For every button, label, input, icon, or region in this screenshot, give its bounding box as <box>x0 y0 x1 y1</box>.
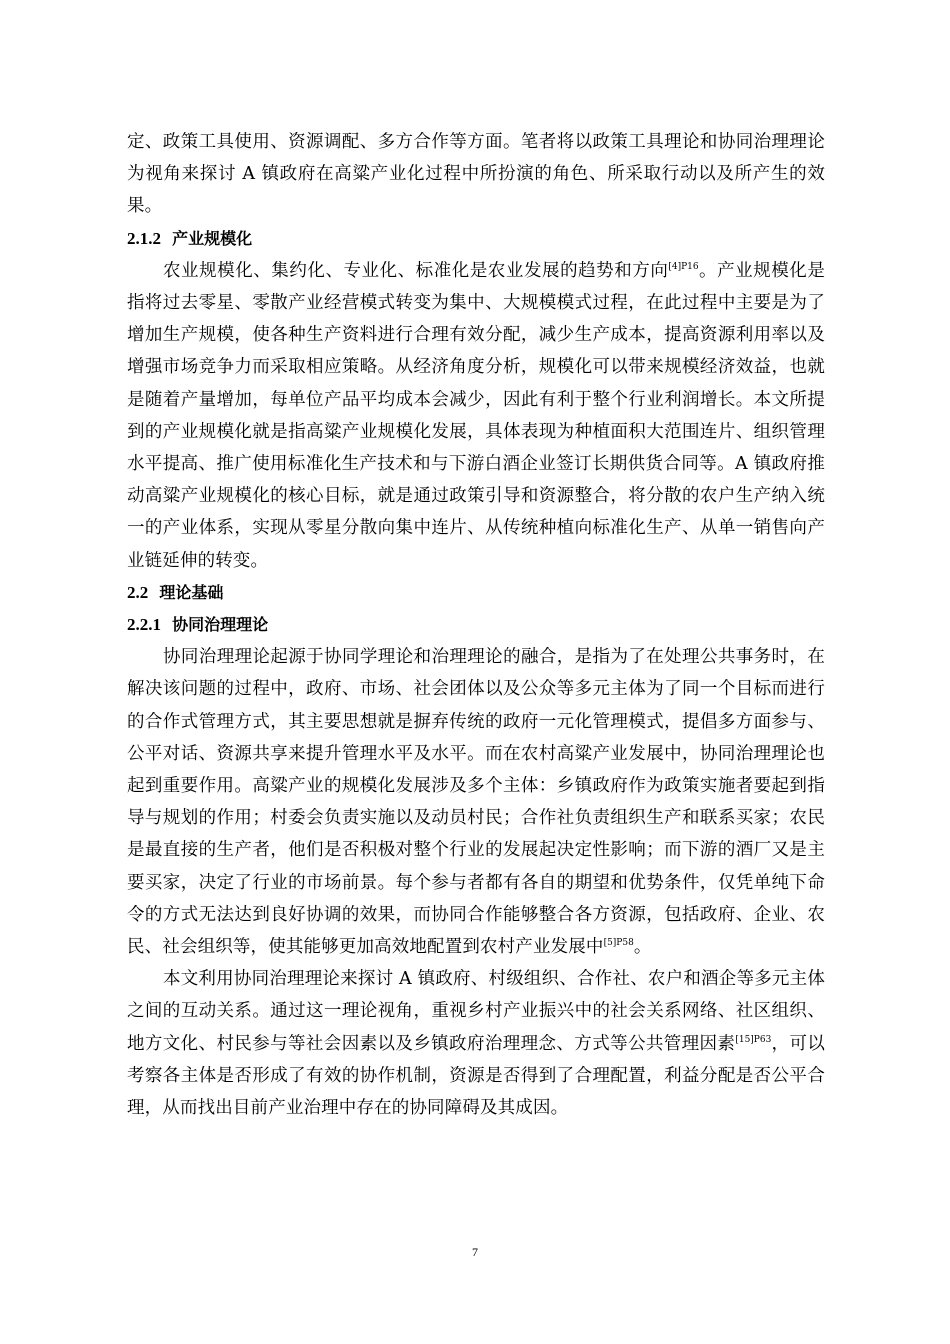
paragraph-text: 。产业规模化是指将过去零星、零散产业经营模式转变为集中、大规模模式过程，在此过程中主要是为了增加生产规模，使各种生产资料进行合理有效分配，减少生产成本，提高资源利用率以及增强市场竞争力而采取相应策略。从经济角度分析，规模化可以带来规模经济效益，也就是随着产量增加，每单位产品平均成本会减少，因此有利于整个行业利润增长。本文所提到的产业规模化就是指高粱产业规模化发展，具体表现为种植面积大范围连片、组织管理水平提高、推广使用标准化生产技术和与下游白酒企业签订长期供货合同等。A 镇政府推动高粱产业规模化的核心目标，就是通过政策引导和资源整合，将分散的农户生产纳入统一的产业体系，实现从零星分散向集中连片、从传统种植向标准化生产、从单一销售向产业链延伸的转变。 <box>127 260 825 571</box>
paragraph-application <box>127 963 825 1124</box>
paragraph-text: 协同治理理论起源于协同学理论和治理理论的融合，是指为了在处理公共事务时，在解决该问题的过程中，政府、市场、社会团体以及公众等多元主体为了同一个目标而进行的合作式管理方式，其主要思想就是摒弃传统的政府一元化管理模式，提倡多方面参与、公平对话、资源共享来提升管理水平及水平。而在农村高粱产业发展中，协同治理理论也起到重要作用。高粱产业的规模化发展涉及多个主体：乡镇政府作为政策实施者要起到指导与规划的作用；村委会负责实施以及动员村民；合作社负责组织生产和联系买家；农民是最直接的生产者，他们是否积极对整个行业的发展起决定性影响；而下游的酒厂又是主要买家，决定了行业的市场前景。每个参与者都有各自的期望和优势条件，仅凭单纯下命令的方式无法达到良好协调的效果，而协同合作能够整合各方资源，包括政府、企业、农民、社会组织等，使其能够更加高效地配置到农村产业发展中 <box>127 647 825 958</box>
paragraph-text: 本文利用协同治理理论来探讨 A 镇政府、村级组织、合作社、农户和酒企等多元主体之间的互动关系。通过这一理论视角，重视乡村产业振兴中的社会关系网络、社区组织、地方文化、村民参与等社会因素以及乡镇政府治理理念、方式等公共管理因素 <box>127 969 825 1054</box>
section-number: 2.2 <box>127 582 149 602</box>
page-number: 7 <box>472 1245 478 1259</box>
section-number: 2.1.2 <box>127 228 161 248</box>
paragraph-scale <box>127 255 825 577</box>
citation: [15]P63 <box>735 1034 772 1045</box>
section-title: 协同治理理论 <box>172 615 269 635</box>
section-title: 理论基础 <box>159 582 224 602</box>
section-title: 产业规模化 <box>172 228 253 248</box>
body-text <box>127 126 825 1124</box>
paragraph-collaborative-governance <box>127 641 825 963</box>
section-heading-2-1-2 <box>127 223 825 255</box>
citation: [4]P16 <box>668 261 699 272</box>
paragraph-continued: 定、政策工具使用、资源调配、多方合作等方面。笔者将以政策工具理论和协同治理理论为视角来探讨 A 镇政府在高粱产业化过程中所扮演的角色、所采取行动以及所产生的效果。 <box>127 132 825 217</box>
citation: [5]P58 <box>603 938 634 949</box>
section-heading-2-2 <box>127 577 825 609</box>
paragraph-text: ，可以考察各主体是否形成了有效的协作机制，资源是否得到了合理配置，利益分配是否公平合理，从而找出目前产业治理中存在的协同障碍及其成因。 <box>127 1033 825 1119</box>
paragraph-text: 农业规模化、集约化、专业化、标准化是农业发展的趋势和方向 <box>163 260 669 281</box>
paragraph-text: 。 <box>633 937 652 958</box>
section-number: 2.2.1 <box>127 615 161 635</box>
section-heading-2-2-1 <box>127 609 825 641</box>
